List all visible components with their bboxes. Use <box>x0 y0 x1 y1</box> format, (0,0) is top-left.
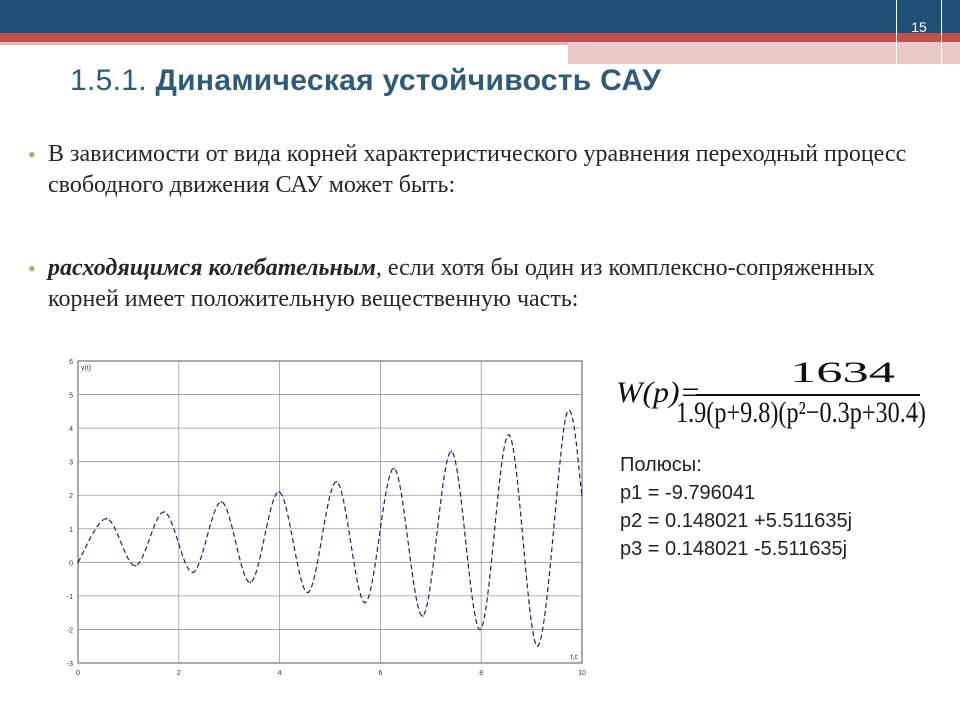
plot-data-point <box>307 592 309 594</box>
plot-y-tick-label: 1 <box>69 526 73 534</box>
bullet-2 <box>28 253 928 315</box>
bullet-2-text <box>48 253 928 315</box>
pole-p2: p2 = 0.148021 +5.511635j <box>620 510 853 532</box>
plot-x-tick-label: 8 <box>479 670 484 677</box>
plot-data-point <box>77 562 79 564</box>
formula-denominator: 1.9(p+9.8)(p²−0.3p+30.4) <box>676 396 926 429</box>
plot-data-point <box>106 518 108 520</box>
pole-p3: p3 = 0.148021 -5.511635j <box>620 538 848 560</box>
light-accent-line <box>0 42 568 45</box>
plot-corner-label: t,c <box>570 654 578 661</box>
plot-frame <box>78 361 582 663</box>
bullet-2-rest: , если хотя бы один из комплексно-сопряженных корней имеет положительную вещественную часть: <box>48 255 875 312</box>
red-accent-band <box>0 33 960 42</box>
plot-data-point <box>479 629 481 631</box>
plot-data-point <box>221 501 223 503</box>
plot-x-tick-label: 0 <box>76 670 80 677</box>
transfer-function-formula <box>598 352 938 442</box>
plot-data-point <box>163 511 165 513</box>
plot-x-tick-label: 2 <box>176 670 181 677</box>
slide-title <box>70 64 890 98</box>
plot-y-axis-label: y(t) <box>81 365 92 372</box>
plot-y-tick-label: 6 <box>69 359 73 366</box>
title-number: 1.5.1. <box>70 64 147 97</box>
plot-data-point <box>566 414 568 416</box>
plot-y-tick-label: -3 <box>66 661 73 668</box>
pole-p1: p1 = -9.796041 <box>620 482 756 504</box>
plot-x-tick-label: 4 <box>277 670 282 677</box>
formula-lhs: W(p)= <box>616 376 701 409</box>
top-accent-bar <box>0 0 960 33</box>
plot-data-point <box>537 645 539 647</box>
plot-data-point <box>192 572 194 574</box>
bullet-dot: • <box>28 256 36 281</box>
response-plot <box>55 357 595 682</box>
plot-data-point <box>278 491 280 493</box>
plot-x-tick-label: 10 <box>578 670 586 677</box>
poles-heading: Полюсы: <box>620 454 702 476</box>
plot-data-point <box>581 494 583 496</box>
plot-data-point <box>422 615 424 617</box>
bullet-1 <box>28 139 928 201</box>
plot-data-point <box>336 481 338 483</box>
plot-y-tick-label: 2 <box>69 493 73 501</box>
response-plot-svg <box>55 357 595 682</box>
plot-data-point <box>451 451 453 453</box>
plot-data-point <box>135 565 137 567</box>
plot-data-point <box>250 582 252 584</box>
poles-block <box>620 451 940 563</box>
plot-data-point <box>508 434 510 436</box>
plot-x-tick-label: 6 <box>378 670 383 677</box>
formula-numerator: 1634 <box>790 356 895 389</box>
plot-y-tick-label: 0 <box>69 560 73 568</box>
slide-number: 15 <box>896 0 942 64</box>
plot-data-point <box>364 602 366 604</box>
plot-y-tick-label: -1 <box>66 593 73 601</box>
plot-data-point <box>393 468 395 470</box>
title-text: Динамическая устойчивость САУ <box>155 64 662 97</box>
bullet-2-strong: расходящимся колебательным <box>48 255 376 281</box>
plot-y-tick-label: 3 <box>69 459 73 467</box>
plot-y-tick-label: -2 <box>66 627 73 635</box>
plot-y-tick-label: 4 <box>69 426 73 434</box>
bullet-dot: • <box>28 142 36 167</box>
bullet-1-text: В зависимости от вида корней характеристического уравнения переходный процесс свободного движения САУ может быть: <box>48 141 907 198</box>
plot-y-tick-label: 5 <box>69 392 73 400</box>
